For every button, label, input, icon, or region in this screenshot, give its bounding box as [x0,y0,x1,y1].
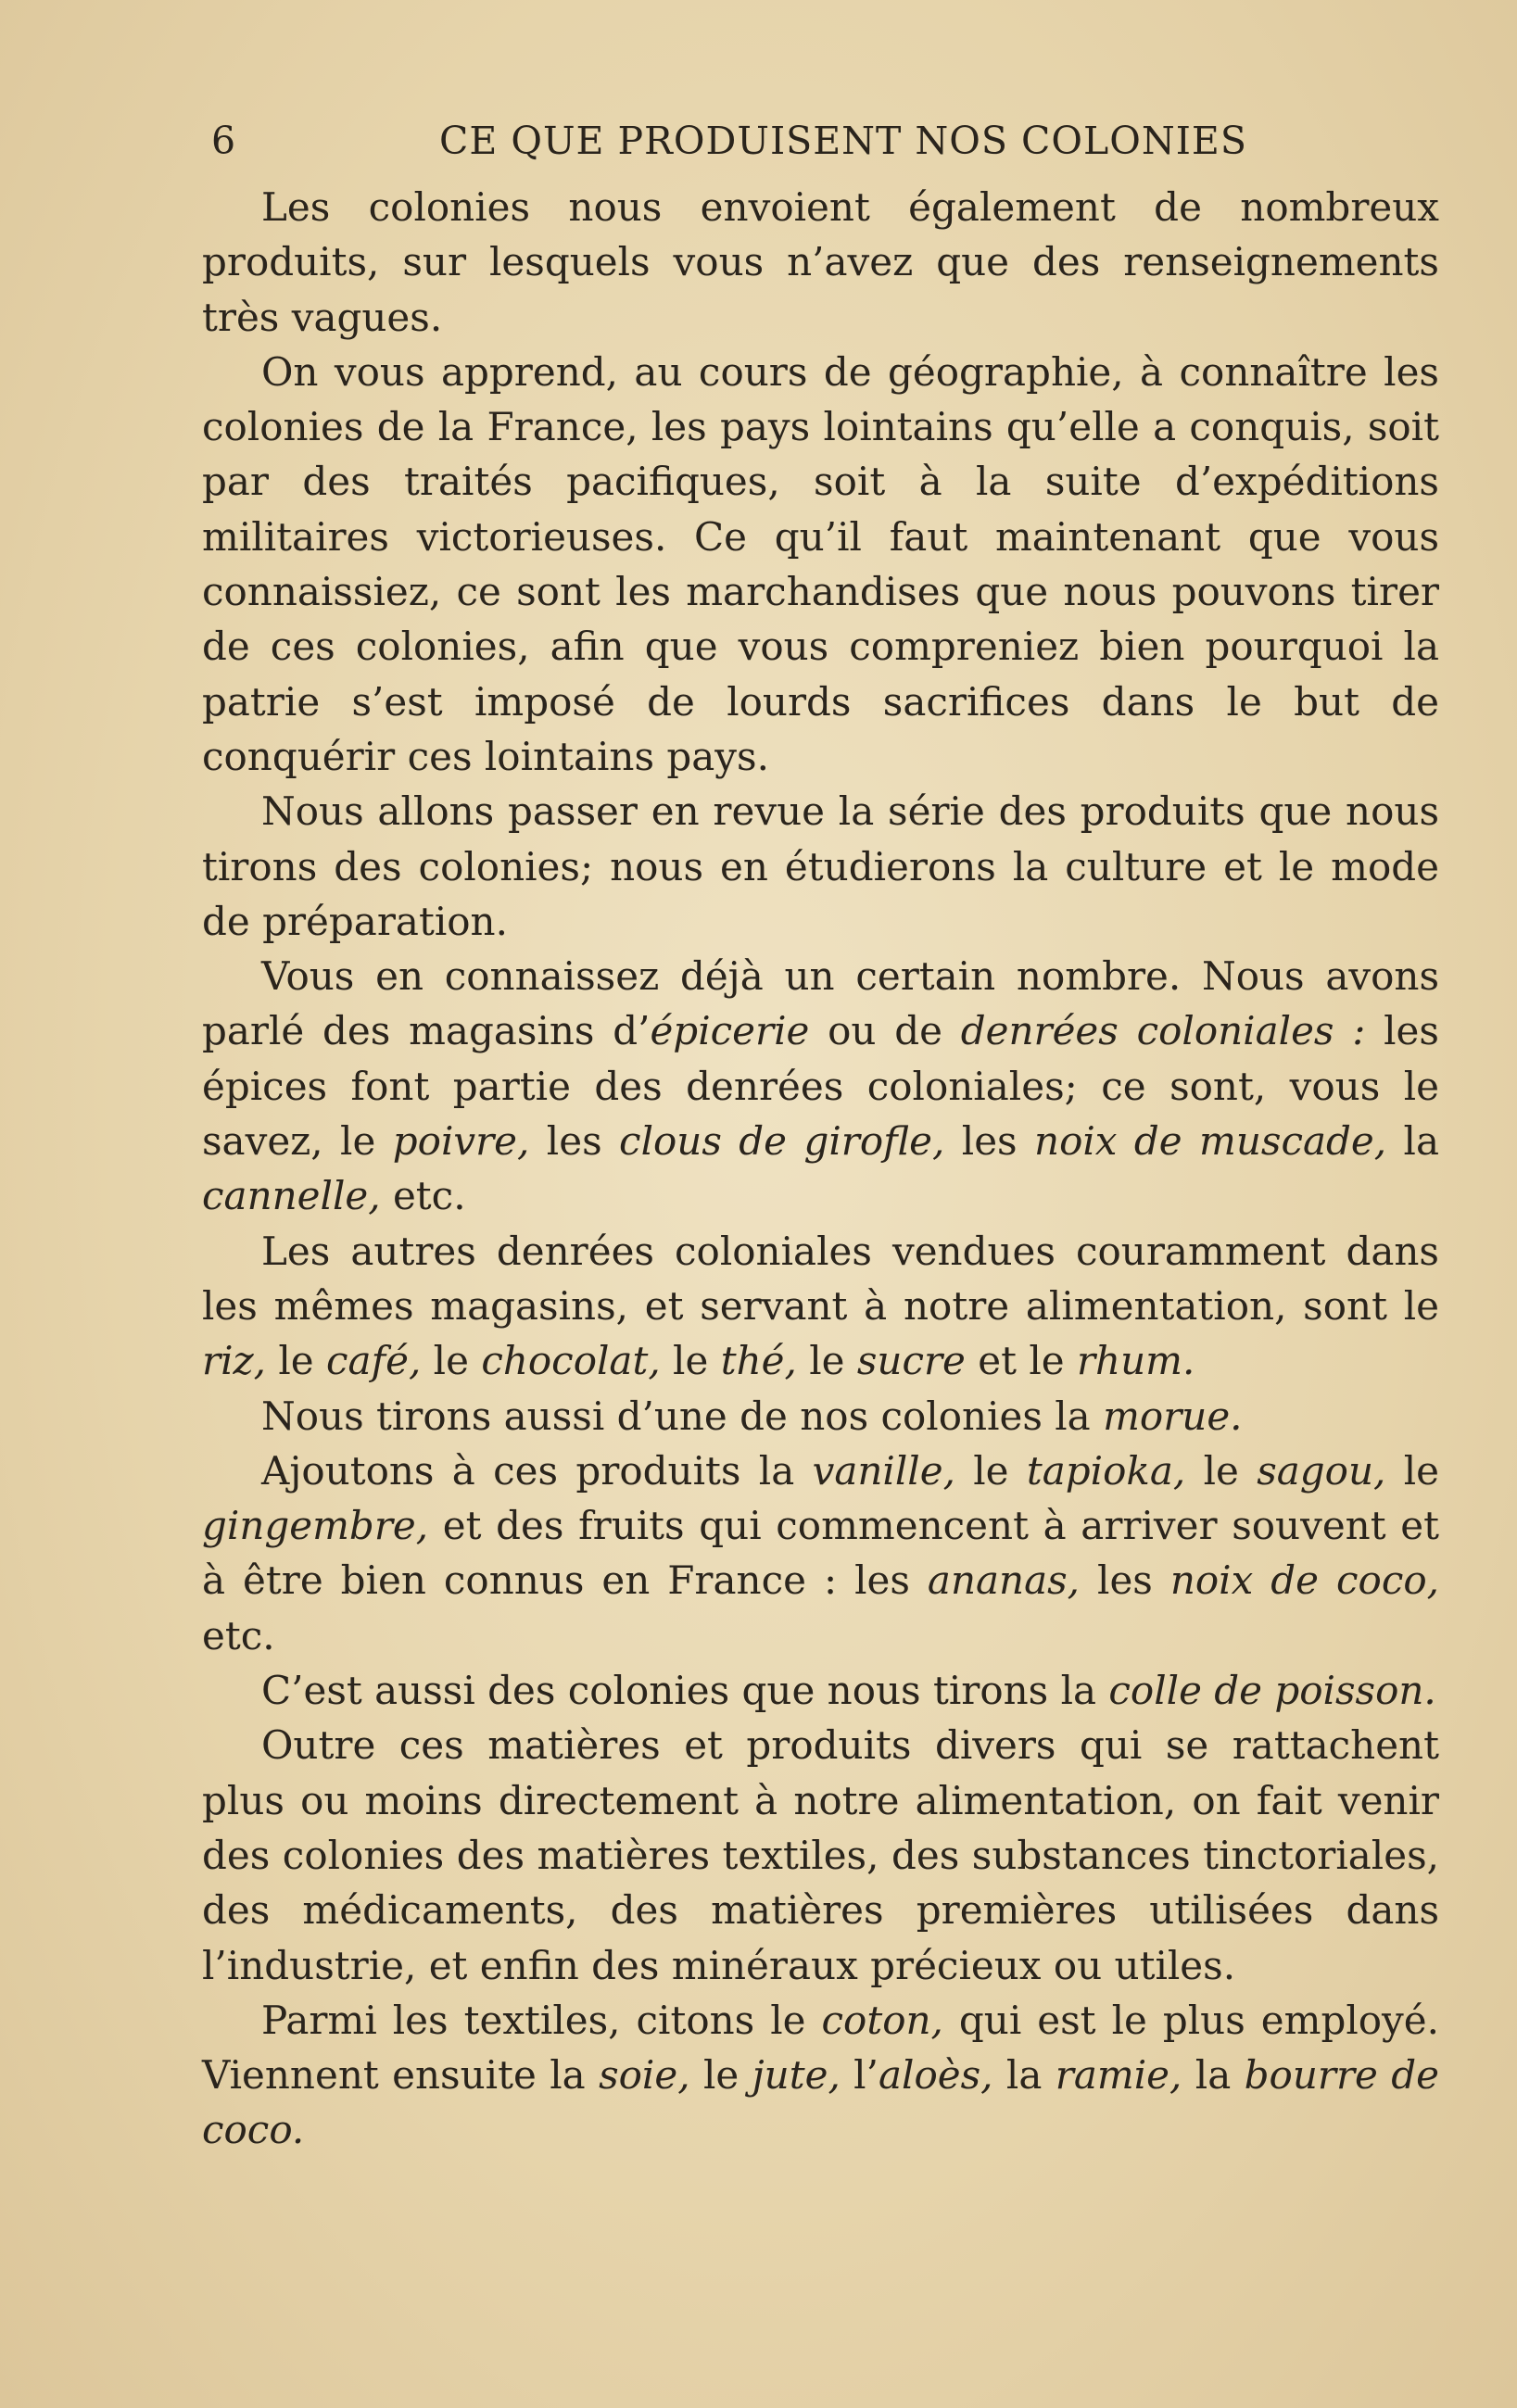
page-header [211,109,1435,165]
paragraph: Les autres denrées coloniales vendues couramment dans les mêmes magasins, et servant à notre alimentation, sont le riz, le café, le chocolat, le thé, le sucre et le rhum. [202,1228,1439,1384]
page-number: 6 [211,119,237,163]
paragraph: Nous allons passer en revue la série des produits que nous tirons des colonies; nous en étudierons la culture et le mode de préparation. [202,788,1439,944]
paragraph: Vous en connaissez déjà un certain nombre. Nous avons parlé des magasins d’épicerie ou de denrées coloniales : les épices font partie des denrées coloniales; ce sont, vous le savez, le poivre, les clous de girofle, les noix de muscade, la cannelle, etc. [202,953,1439,1219]
paragraph: C’est aussi des colonies que nous tirons la colle de poisson. [261,1668,1436,1714]
body-text [202,180,1439,2158]
paragraph: Parmi les textiles, citons le coton, qui est le plus employé. Viennent ensuite la soie, le jute, l’aloès, la ramie, la bourre de coco. [202,1997,1440,2153]
paragraph: On vous apprend, au cours de géographie, à connaître les colonies de la France, les pays lointains qu’elle a conquis, soit par des traités pacifiques, soit à la suite d’expéditions militaires victorieuses. Ce qu’il faut maintenant que vous connaissiez, ce sont les marchandises que nous pouvons tirer de ces colonies, afin que vous compreniez bien pourquoi la patrie s’est imposé de lourds sacrifices dans le but de conquérir ces lointains pays. [202,348,1439,779]
paragraph: Ajoutons à ces produits la vanille, le tapioka, le sagou, le gingembre, et des fruits qui commencent à arriver souvent et à être bien connus en France : les ananas, les noix de coco, etc. [202,1447,1439,1658]
paragraph: Nous tirons aussi d’une de nos colonies la morue. [261,1393,1243,1439]
paragraph: Les colonies nous envoient également de nombreux produits, sur lesquels vous n’avez que des renseignements très vagues. [202,184,1439,340]
running-title: CE QUE PRODUISENT NOS COLONIES [439,119,1247,163]
paragraph: Outre ces matières et produits divers qui se rattachent plus ou moins directement à notre alimentation, on fait venir des colonies des matières textiles, des substances tinctoriales, des médicaments, des matières premières utilisées dans l’industrie, et enfin des minéraux précieux ou utiles. [202,1722,1439,1988]
